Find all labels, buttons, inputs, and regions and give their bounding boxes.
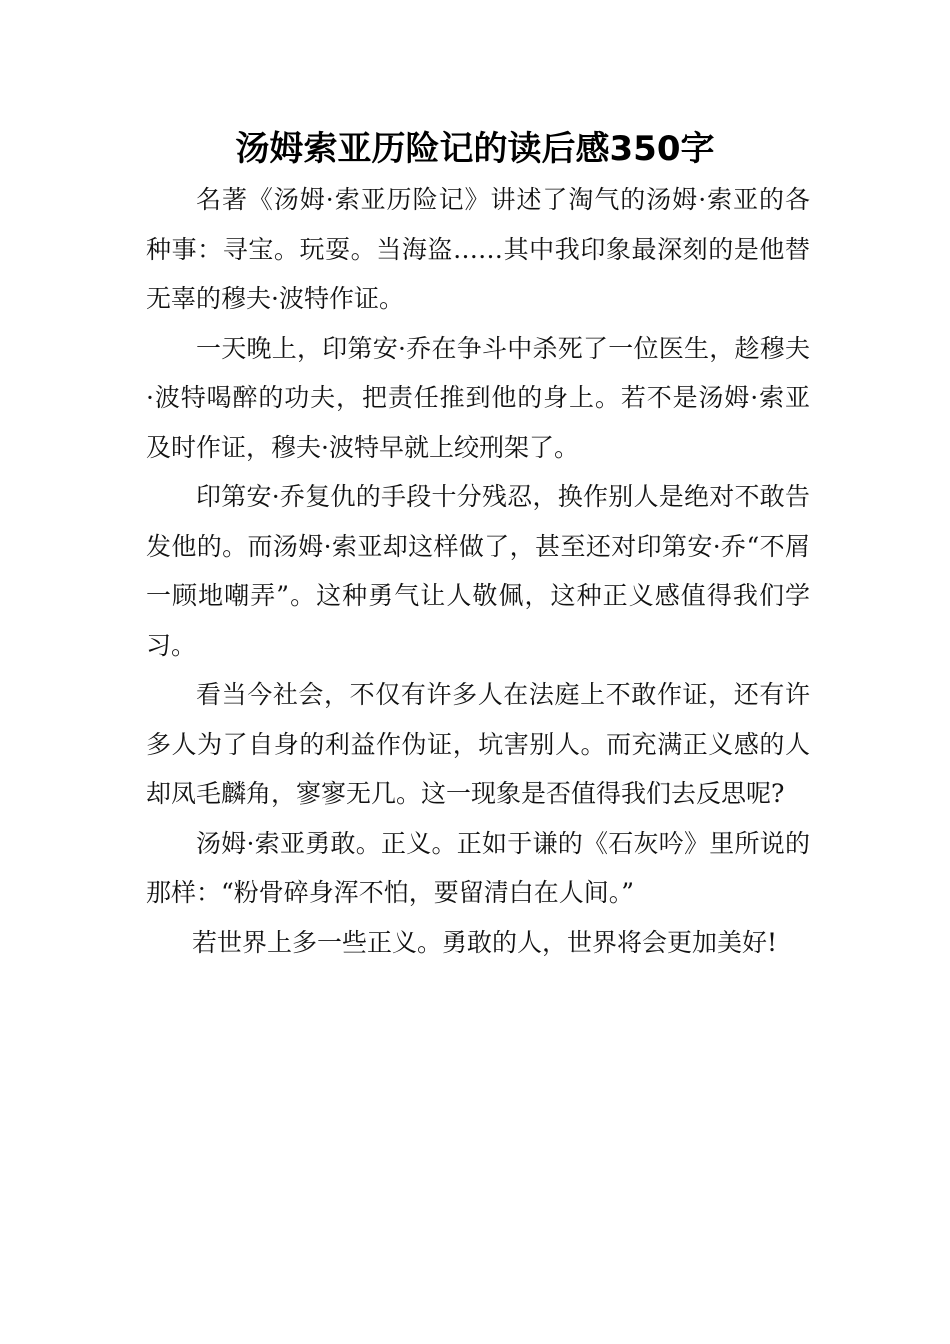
paragraph-4: 看当今社会，不仅有许多人在法庭上不敢作证，还有许多人为了自身的利益作伪证，坑害别人。而充满正义感的人却凤毛麟角，寥寥无几。这一现象是否值得我们去反思呢? — [146, 680, 810, 808]
paragraph-5: 汤姆·索亚勇敢。正义。正如于谦的《石灰吟》里所说的那样：“粉骨碎身浑不怕，要留清白在人间。” — [146, 828, 810, 907]
paragraph-6: 若世界上多一些正义。勇敢的人，世界将会更加美好! — [192, 927, 778, 957]
paragraph-1: 名著《汤姆·索亚历险记》讲述了淘气的汤姆·索亚的各种事：寻宝。玩耍。当海盗……其中我印象最深刻的是他替无辜的穆夫·波特作证。 — [146, 185, 810, 313]
document-title: 汤姆索亚历险记的读后感350字 — [235, 129, 715, 169]
paragraph-2: 一天晚上，印第安·乔在争斗中杀死了一位医生，趁穆夫·波特喝醉的功夫，把责任推到他的身上。若不是汤姆·索亚及时作证，穆夫·波特早就上绞刑架了。 — [146, 333, 810, 462]
paragraph-3: 印第安·乔复仇的手段十分残忍，换作别人是绝对不敢告发他的。而汤姆·索亚却这样做了，甚至还对印第安·乔“不屑一顾地嘲弄”。这种勇气让人敬佩，这种正义感值得我们学习。 — [146, 482, 810, 660]
document-body — [146, 175, 810, 967]
